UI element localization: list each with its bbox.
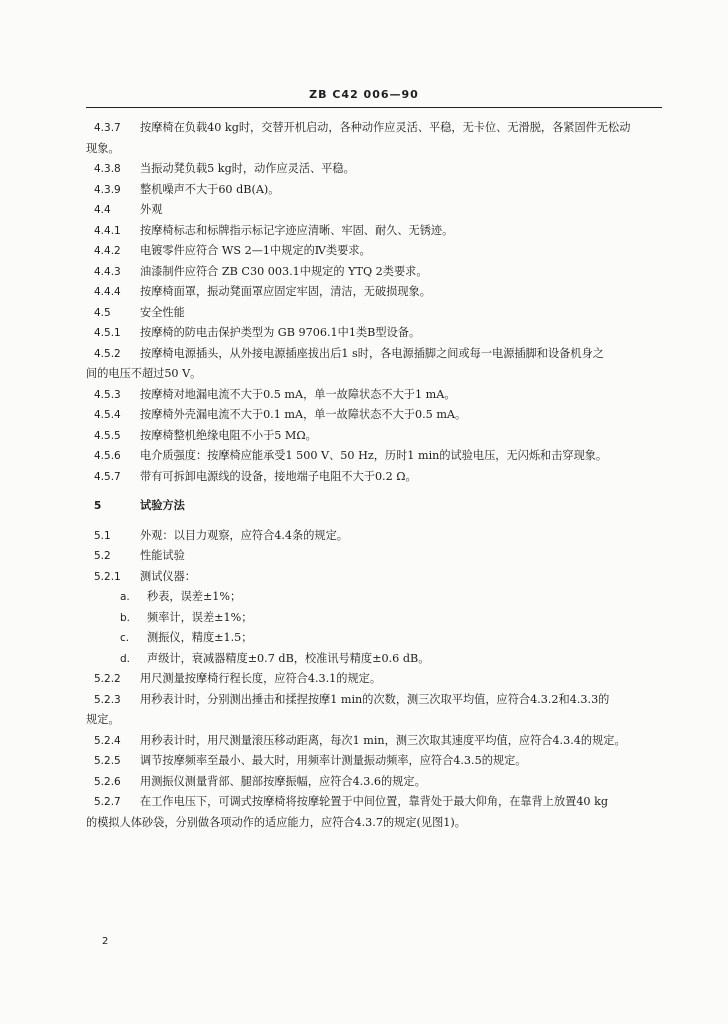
clause-text: 按摩椅在负载40 kg时，交替开机启动，各种动作应灵活、平稳，无卡位、无滑脱，各紧固件无松动 <box>140 121 631 134</box>
clause-text: 性能试验 <box>140 549 185 562</box>
clause-number: a. <box>120 591 130 603</box>
clause-continuation <box>86 710 664 731</box>
clause-number: 4.3.7 <box>94 122 121 134</box>
clause-line <box>94 241 664 262</box>
clause-text: 测试仪器： <box>140 569 196 583</box>
clause-number: 4.5.1 <box>94 327 121 339</box>
clause-line <box>94 323 664 344</box>
section-number: 5 <box>94 500 102 512</box>
clause-line <box>94 792 664 813</box>
clause-text: 按摩椅外壳漏电流不大于0.1 mA，单一故障状态不大于0.5 mA。 <box>140 408 467 421</box>
clause-line <box>94 262 664 283</box>
clause-text: 油漆制件应符合 ZB C30 003.1中规定的 YTQ 2类要求。 <box>140 264 428 278</box>
clause-number: d. <box>120 652 131 665</box>
page-header: ZB C42 006—90 <box>309 88 419 101</box>
clause-continuation <box>86 813 664 834</box>
clause-line <box>94 118 664 139</box>
clause-text: 用尺测量按摩椅行程长度，应符合4.3.1的规定。 <box>140 672 382 685</box>
clause-number: 5.1 <box>94 529 111 542</box>
clause-number: b. <box>120 611 131 624</box>
clause-line <box>94 405 664 426</box>
clause-line <box>94 669 664 690</box>
clause-number: 4.4.3 <box>94 265 121 278</box>
clause-text: 用测振仪测量背部、腿部按摩振幅，应符合4.3.6的规定。 <box>140 774 426 788</box>
clause-text: 按摩椅整机绝缘电阻不小于5 MΩ。 <box>140 428 317 442</box>
clause-line <box>94 467 664 488</box>
clause-number: 5.2.3 <box>94 693 121 706</box>
clause-line <box>94 731 664 752</box>
clause-text: 按摩椅面罩，振动凳面罩应固定牢固，清洁，无破损现象。 <box>140 285 431 298</box>
instrument-list <box>94 587 664 669</box>
clause-number: c. <box>120 632 130 644</box>
clause-text: 电镀零件应符合 WS 2—1中规定的Ⅳ类要求。 <box>140 244 371 257</box>
section-5-more-clauses <box>86 669 664 833</box>
document-body <box>86 118 664 833</box>
clause-line <box>94 751 664 772</box>
clause-text: 按摩椅电源插头，从外接电源插座拔出后1 s时，各电源插脚之间或每一电源插脚和设备机身之 <box>140 346 604 360</box>
clause-line <box>94 567 664 588</box>
clause-number: 4.5.7 <box>94 470 121 483</box>
clause-text: 按摩椅的防电击保护类型为 GB 9706.1中1类B型设备。 <box>140 326 421 339</box>
section-5-clauses <box>94 526 664 588</box>
clause-text: 声级计，衰减器精度±0.7 dB，校准讯号精度±0.6 dB。 <box>147 651 430 665</box>
clause-text: 外观：以目力观察，应符合4.4条的规定。 <box>140 528 348 542</box>
clause-text: 现象。 <box>86 141 120 155</box>
clause-text: 频率计，误差±1%； <box>147 610 253 624</box>
clause-line <box>94 344 664 365</box>
clause-line <box>94 180 664 201</box>
clause-number: 5.2.1 <box>94 570 121 583</box>
clause-line <box>94 446 664 467</box>
clause-line <box>94 628 664 649</box>
clause-number: 4.5.6 <box>94 450 121 462</box>
section-title: 试验方法 <box>140 499 185 512</box>
clause-number: 4.5 <box>94 306 111 319</box>
clause-text: 间的电压不超过50 V。 <box>86 367 202 380</box>
clause-number: 4.5.4 <box>94 409 121 421</box>
clause-text: 外观 <box>140 203 163 216</box>
clause-line <box>94 772 664 793</box>
clause-number: 4.4.2 <box>94 245 121 257</box>
page-number: 2 <box>102 936 109 947</box>
clause-number: 5.2.2 <box>94 673 121 685</box>
clause-text: 测振仪，精度±1.5； <box>147 631 253 644</box>
clause-line <box>94 546 664 567</box>
clause-text: 用秒表计时，分别测出捶击和揉捏按摩1 min的次数，测三次取平均值，应符合4.3.2和4.3.3的 <box>140 692 610 706</box>
clause-line <box>94 221 664 242</box>
clause-continuation <box>86 364 664 385</box>
clause-text: 调节按摩频率至最小、最大时，用频率计测量振动频率，应符合4.3.5的规定。 <box>140 754 527 767</box>
clause-number: 5.2.4 <box>94 734 121 747</box>
clause-number: 4.5.2 <box>94 347 121 360</box>
section-5-heading <box>94 496 664 517</box>
clause-number: 4.4.4 <box>94 286 121 298</box>
clause-line <box>94 649 664 670</box>
clause-line <box>94 526 664 547</box>
clause-number: 5.2.5 <box>94 755 121 767</box>
clause-text: 在工作电压下，可调式按摩椅将按摩轮置于中间位置，靠背处于最大仰角，在靠背上放置40 kg <box>140 795 609 808</box>
clause-line <box>94 690 664 711</box>
clause-line <box>94 385 664 406</box>
clause-text: 规定。 <box>86 713 120 726</box>
clause-line <box>94 303 664 324</box>
clause-text: 带有可拆卸电源线的设备，接地端子电阻不大于0.2 Ω。 <box>140 469 417 483</box>
clause-number: 5.2 <box>94 550 111 562</box>
clause-number: 4.5.3 <box>94 388 121 401</box>
clause-number: 4.4.1 <box>94 224 121 237</box>
clause-continuation <box>86 139 664 160</box>
clause-number: 4.3.8 <box>94 163 121 175</box>
section-4-clauses <box>86 118 664 487</box>
clause-number: 4.4 <box>94 204 111 216</box>
clause-text: 按摩椅标志和标牌指示标记字迹应清晰、牢固、耐久、无锈迹。 <box>140 223 454 237</box>
clause-line <box>94 587 664 608</box>
clause-line <box>94 282 664 303</box>
clause-text: 用秒表计时，用尺测量滚压移动距离，每次1 min，测三次取其速度平均值，应符合4.3.4的规定。 <box>140 733 626 747</box>
clause-text: 的模拟人体砂袋，分别做各项动作的适应能力，应符合4.3.7的规定(见图1)。 <box>86 815 466 829</box>
clause-text: 秒表，误差±1%； <box>147 590 242 603</box>
clause-number: 5.2.7 <box>94 796 121 808</box>
clause-number: 4.3.9 <box>94 183 121 196</box>
clause-line <box>94 159 664 180</box>
clause-number: 5.2.6 <box>94 775 121 788</box>
clause-line <box>94 200 664 221</box>
clause-line <box>94 426 664 447</box>
clause-number: 4.5.5 <box>94 429 121 442</box>
clause-text: 整机噪声不大于60 dB(A)。 <box>140 182 280 196</box>
clause-text: 安全性能 <box>140 305 185 319</box>
clause-text: 当振动凳负载5 kg时，动作应灵活、平稳。 <box>140 162 355 175</box>
clause-line <box>94 608 664 629</box>
clause-text: 电介质强度：按摩椅应能承受1 500 V、50 Hz，历时1 min的试验电压，无闪烁和击穿现象。 <box>140 449 608 462</box>
clause-text: 按摩椅对地漏电流不大于0.5 mA，单一故障状态不大于1 mA。 <box>140 387 456 401</box>
header-rule <box>86 107 662 108</box>
